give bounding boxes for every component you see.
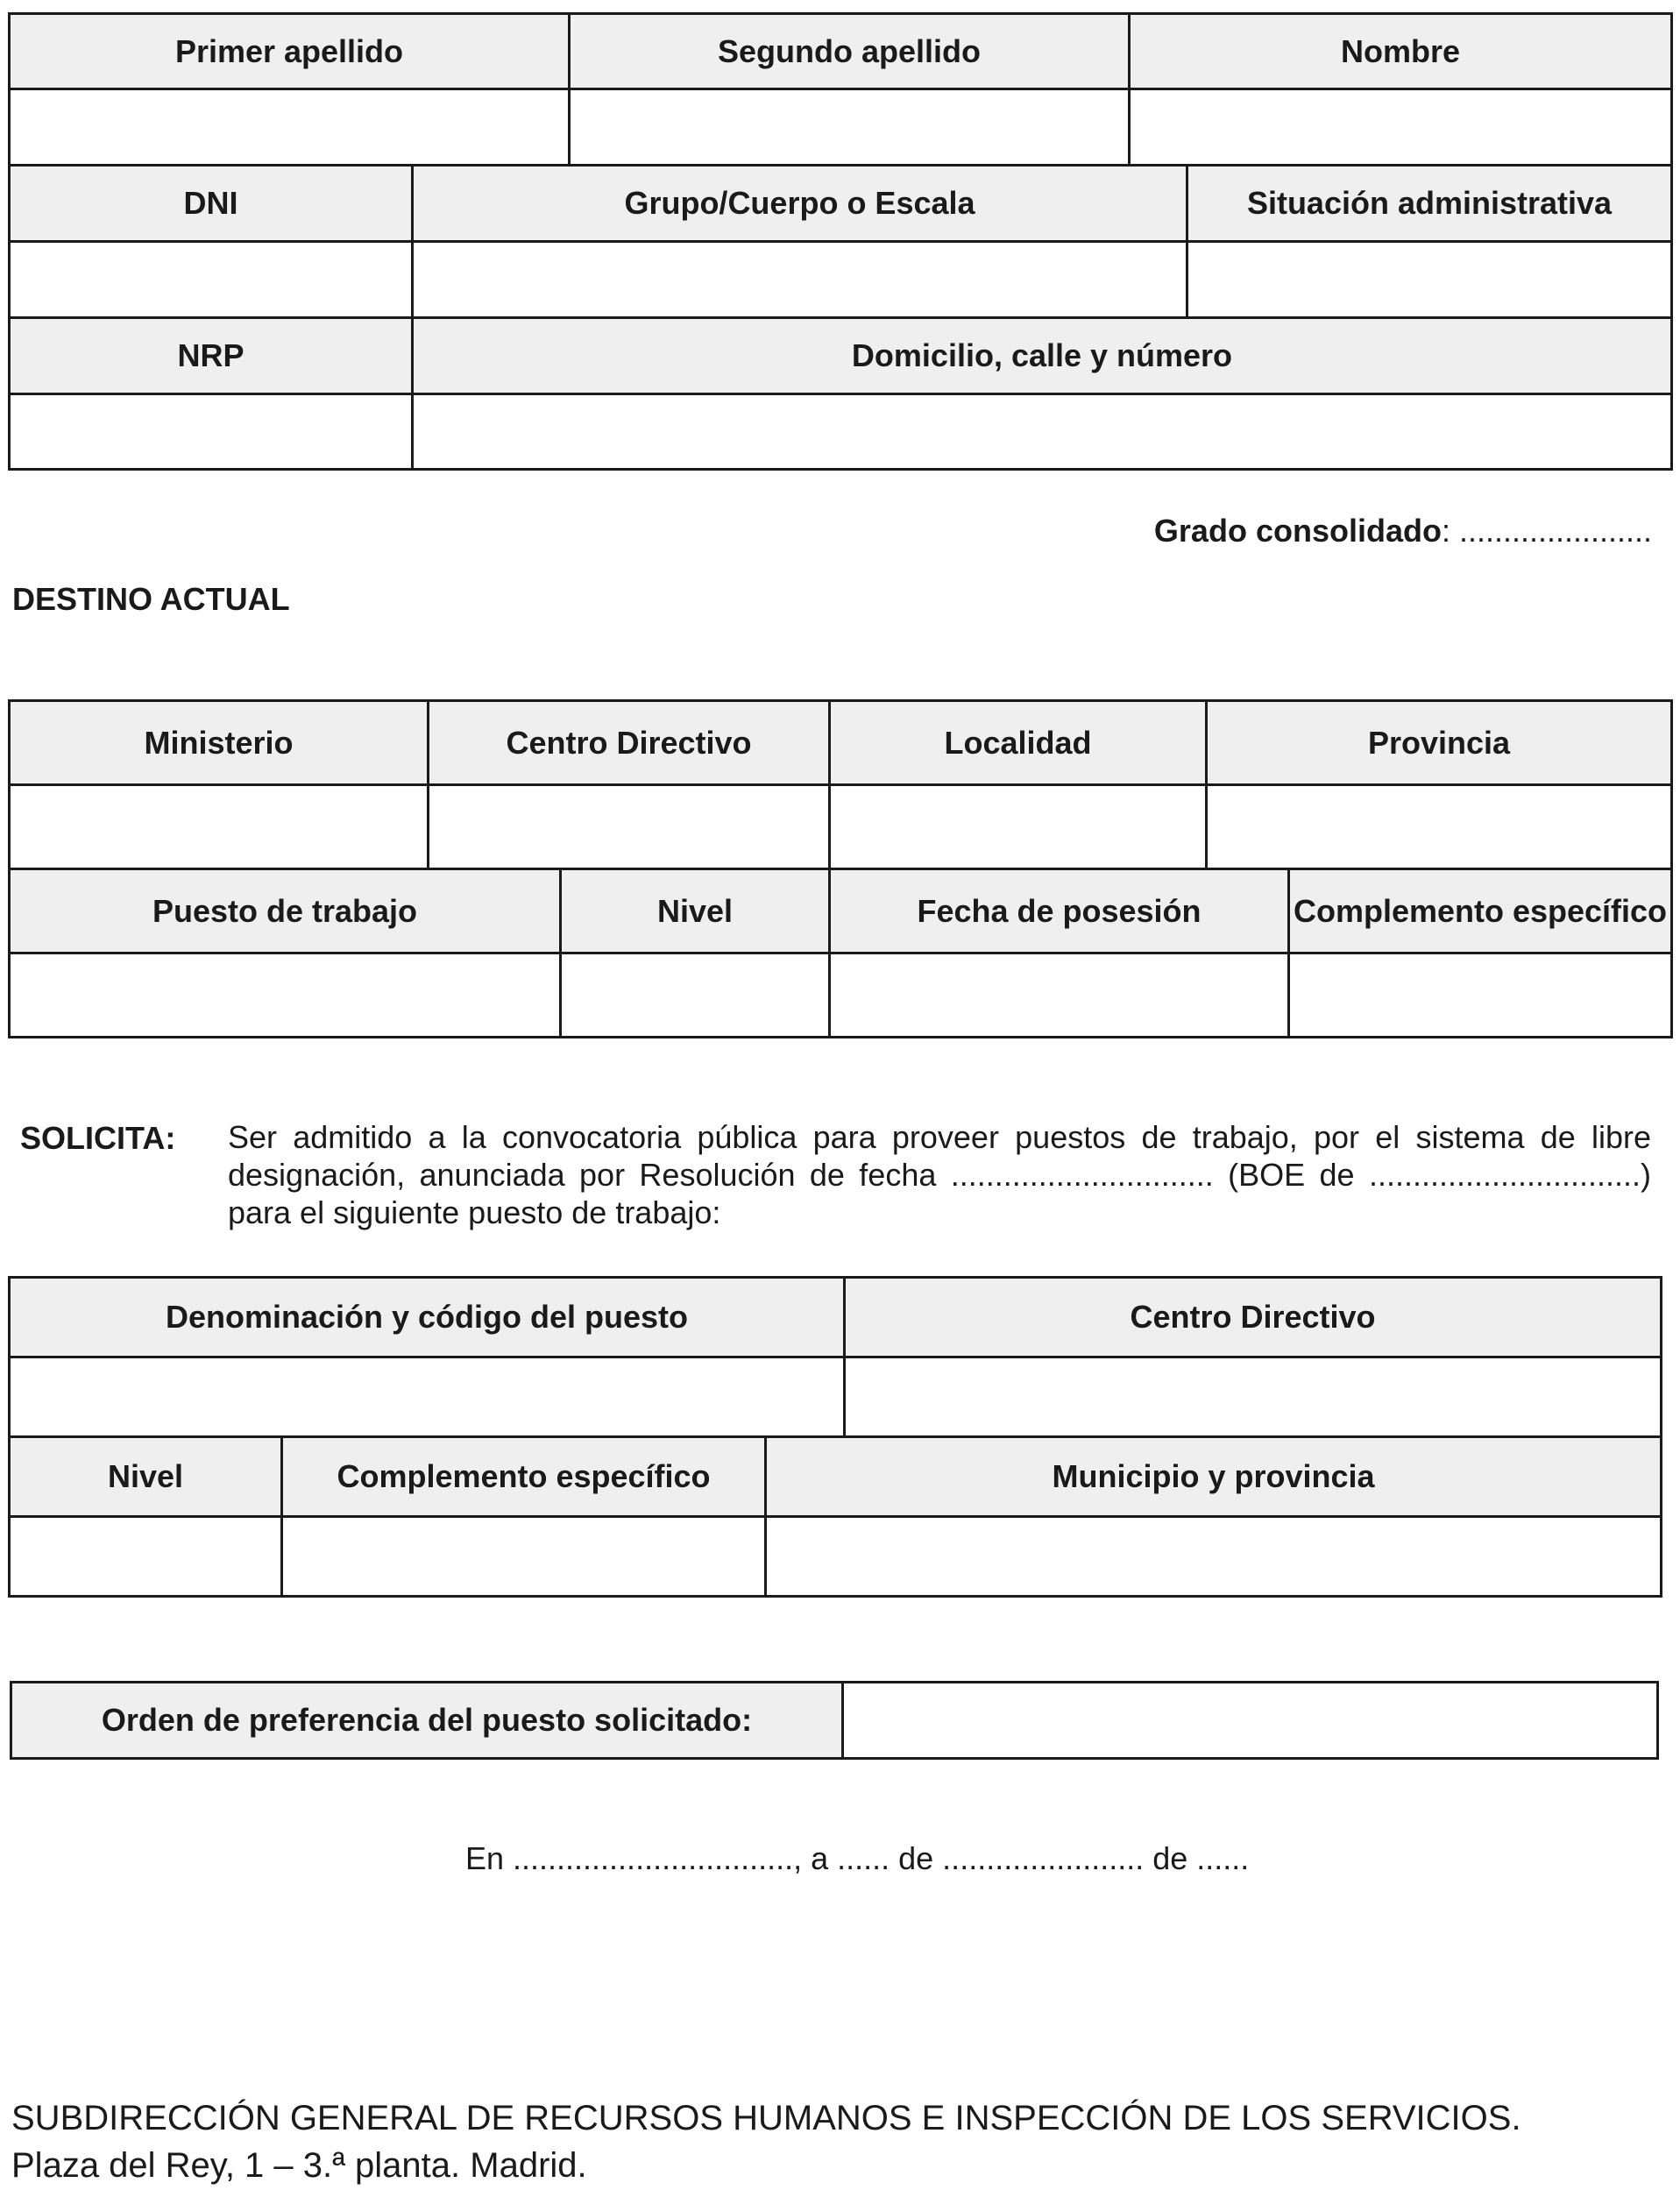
header-puesto-nivel: Nivel	[10, 1437, 282, 1517]
input-nrp[interactable]	[10, 394, 413, 470]
header-situacion-administrativa: Situación administrativa	[1187, 166, 1672, 242]
input-provincia[interactable]	[1207, 785, 1672, 869]
input-situacion-administrativa[interactable]	[1187, 242, 1672, 318]
header-puesto-centro-directivo: Centro Directivo	[845, 1278, 1662, 1357]
input-localidad[interactable]	[830, 785, 1207, 869]
fecha-line: En ................................, a ...... de ....................... de ......	[465, 1840, 1250, 1876]
input-denominacion-codigo[interactable]	[10, 1357, 845, 1437]
personal-data-table	[8, 12, 1673, 471]
destino-actual-table	[8, 699, 1673, 1038]
orden-preferencia-input[interactable]	[843, 1683, 1658, 1759]
footer-line-1: SUBDIRECCIÓN GENERAL DE RECURSOS HUMANOS E INSPECCIÓN DE LOS SERVICIOS.	[11, 2099, 1521, 2137]
header-puesto-trabajo: Puesto de trabajo	[10, 869, 561, 953]
grado-consolidado	[1154, 513, 1652, 549]
header-denominacion-codigo: Denominación y código del puesto	[10, 1278, 845, 1357]
solicita-line-1: Ser admitido a la convocatoria pública para proveer puestos de trabajo, por el sistema de libre	[228, 1119, 1651, 1155]
solicita-line-3: para el siguiente puesto de trabajo:	[228, 1194, 721, 1230]
header-nombre: Nombre	[1130, 14, 1672, 89]
header-grupo-cuerpo: Grupo/Cuerpo o Escala	[413, 166, 1187, 242]
input-nivel[interactable]	[561, 953, 830, 1038]
input-ministerio[interactable]	[10, 785, 429, 869]
header-primer-apellido: Primer apellido	[10, 14, 570, 89]
header-segundo-apellido: Segundo apellido	[570, 14, 1130, 89]
header-puesto-complemento: Complemento específico	[282, 1437, 766, 1517]
solicita-line-2: designación, anunciada por Resolución de fecha .............................. (BOE de ...............................)	[228, 1157, 1651, 1193]
header-domicilio: Domicilio, calle y número	[413, 318, 1672, 394]
footer-line-2: Plaza del Rey, 1 – 3.ª planta. Madrid.	[11, 2146, 587, 2185]
input-fecha-posesion[interactable]	[830, 953, 1289, 1038]
grado-consolidado-label: Grado consolidado	[1153, 513, 1442, 549]
solicita-text	[228, 1118, 1651, 1231]
input-primer-apellido[interactable]	[10, 89, 570, 166]
input-puesto-trabajo[interactable]	[10, 953, 561, 1038]
header-localidad: Localidad	[830, 701, 1207, 785]
orden-preferencia-table	[10, 1681, 1659, 1760]
header-provincia: Provincia	[1207, 701, 1672, 785]
header-centro-directivo: Centro Directivo	[429, 701, 830, 785]
input-nombre[interactable]	[1130, 89, 1672, 166]
input-puesto-nivel[interactable]	[10, 1517, 282, 1597]
input-puesto-complemento[interactable]	[282, 1517, 766, 1597]
header-fecha-posesion: Fecha de posesión	[830, 869, 1289, 953]
puesto-solicitado-table	[8, 1276, 1662, 1598]
header-ministerio: Ministerio	[10, 701, 429, 785]
grado-consolidado-value: : ......................	[1441, 513, 1652, 549]
header-nrp: NRP	[10, 318, 413, 394]
input-municipio-provincia[interactable]	[766, 1517, 1662, 1597]
input-complemento-especifico[interactable]	[1289, 953, 1672, 1038]
header-municipio-provincia: Municipio y provincia	[766, 1437, 1662, 1517]
header-dni: DNI	[10, 166, 413, 242]
destino-actual-title: DESTINO ACTUAL	[12, 581, 290, 617]
input-dni[interactable]	[10, 242, 413, 318]
input-segundo-apellido[interactable]	[570, 89, 1130, 166]
header-complemento-especifico: Complemento específico	[1289, 869, 1672, 953]
header-nivel: Nivel	[561, 869, 830, 953]
solicita-label: SOLICITA:	[20, 1120, 176, 1156]
orden-preferencia-label: Orden de preferencia del puesto solicitado:	[11, 1683, 843, 1759]
input-domicilio[interactable]	[413, 394, 1672, 470]
input-puesto-centro-directivo[interactable]	[845, 1357, 1662, 1437]
input-grupo-cuerpo[interactable]	[413, 242, 1187, 318]
input-centro-directivo[interactable]	[429, 785, 830, 869]
